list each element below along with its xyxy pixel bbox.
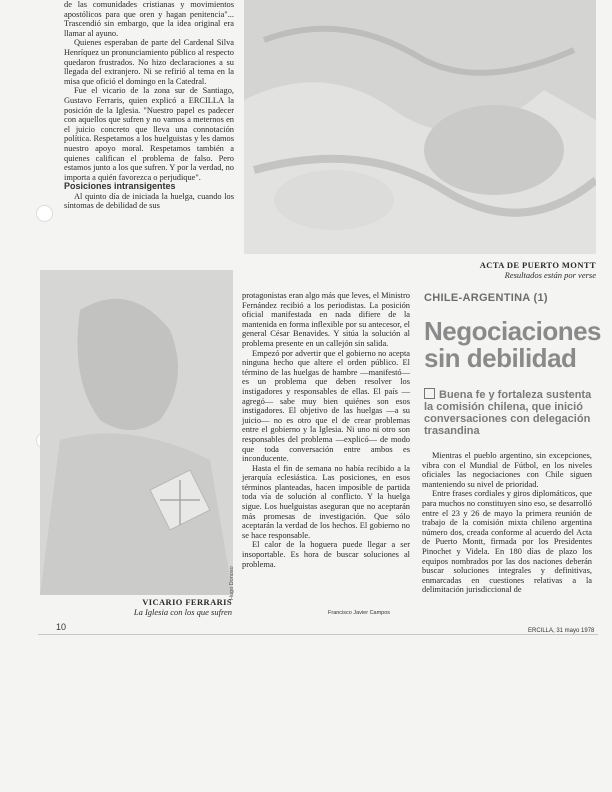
subheading: Posiciones intransigentes — [64, 181, 176, 192]
paragraph: protagonistas eran algo más que leves, el Ministro Fernández recibió a los periodistas. La posición oficial manifestada en nada difiere de la mantenida en forma inflexible por su antecesor, el general César Benavides. Y sitúa la solución al problema presente en un callejón sin salida. — [242, 291, 410, 348]
checkbox-square-icon — [424, 388, 435, 399]
byline: Francisco Javier Campos — [328, 610, 391, 616]
column-two — [242, 291, 410, 569]
caption-text: Resultados están por verse — [504, 270, 596, 280]
paragraph: Quienes esperaban de parte del Cardenal Silva Henríquez un pronunciamiento público al respecto quedaron frustrados. No hizo declaraciones a su llegada del extranjero. Ni se refirió al tema en la misa que ofició el domingo en la Catedral. — [64, 38, 234, 86]
caption-title: ACTA DE PUERTO MONTT — [479, 260, 596, 270]
photo-credit: Hugo Donoso — [229, 566, 235, 600]
photo-puerto-montt — [244, 0, 596, 254]
photo-caption-puerto-montt — [400, 260, 596, 280]
paragraph: Al quinto día de iniciada la huelga, cuando los síntomas de debilidad de sus — [64, 191, 234, 211]
column-three — [422, 451, 592, 595]
article-headline: Negociaciones sin debilidad — [424, 316, 602, 373]
paragraph: Fue el vicario de la zona sur de Santiago, Gustavo Ferraris, quien explicó a ERCILLA la posición de la Iglesia. "Nuestro papel es padecer con aquellos que sufren y no vamos a meternos en el juicio concreto que lleva una connotación política. Respetamos a los huelguistas y les damos nuestro apoyo moral. Respetamos también a quienes califican el problema de falso. Pero estamos junto a los que sufren. Y por la verdad, no importa a quién favorezca o perjudique". — [64, 86, 234, 182]
article-kicker: CHILE-ARGENTINA (1) — [424, 292, 548, 304]
paragraph: Mientras el pueblo argentino, sin excepciones, vibra con el Mundial de Fútbol, en los niveles oficiales las negociaciones con Chile siguen manteniendo su nivel de prioridad. — [422, 451, 592, 489]
photo-illustration — [40, 270, 233, 595]
photo-caption-ferraris — [60, 597, 232, 617]
paragraph: Hasta el fin de semana no había recibido a la jerarquía eclesiástica. Las posiciones, en esos términos planteadas, hacen imposible de partida toda vía de solución al conflicto. Y la huelga sigue. Los huelguistas aseguran que no aceptarán más promesas de investigación. Que sólo aceptarán la verdad de los hechos. El gobierno no se hace responsable. — [242, 463, 410, 540]
binder-hole — [36, 205, 53, 222]
column-one — [64, 0, 234, 211]
photo-illustration — [244, 0, 596, 254]
paragraph: Empezó por advertir que el gobierno no acepta ninguna hecho que altere el orden público. El término de las huelgas de hambre —manifestó— es un problema que deben resolver los instigadores y responsables de ellas. El país —agregó— sabe muy bien quiénes son esos instigadores. El objetivo de las huelgas —a su juicio— no es otro que el de crear problemas entre el gobierno y la Iglesia. Ni uno ni otro son responsables del problema —explicó— de modo que toda conversación entre ambos es inconducente. — [242, 348, 410, 464]
paragraph: Entre frases cordiales y giros diplomáticos, que para muchos no constituyen sino eso, se desarrolló entre el 23 y 26 de mayo la primera reunión de trabajo de la comisión mixta chileno argentina número dos, creada conforme al acuerdo del Acta de Puerto Montt, firmada por los Presidentes Pinochet y Videla. En 180 días de plazo los equipos nombrados por las dos naciones deberán buscar soluciones integrales y definitivas, enmarcadas en cuestiones relativas a la delimitación jurisdiccional de — [422, 489, 592, 595]
deck-text: Buena fe y fortaleza sustenta la comisión chilena, que inició conversaciones con delegación trasandina — [424, 389, 592, 437]
caption-title: VICARIO FERRARIS — [142, 597, 232, 607]
page-number: 10 — [56, 622, 67, 632]
photo-vicario-ferraris — [40, 270, 233, 595]
paragraph: de las comunidades cristianas y movimientos apostólicos para que oren y hagan penitencia"... Trascendió sin embargo, que la idea original era llamar al ayuno. — [64, 0, 234, 38]
divider — [38, 634, 598, 635]
caption-text: La Iglesia con los que sufren — [133, 607, 232, 617]
article-deck — [424, 388, 600, 437]
paragraph: El calor de la hoguera puede llegar a ser insoportable. Es hora de buscar soluciones al problema. — [242, 540, 410, 569]
page-footer: ERCILLA, 31 mayo 1978 — [528, 628, 595, 634]
